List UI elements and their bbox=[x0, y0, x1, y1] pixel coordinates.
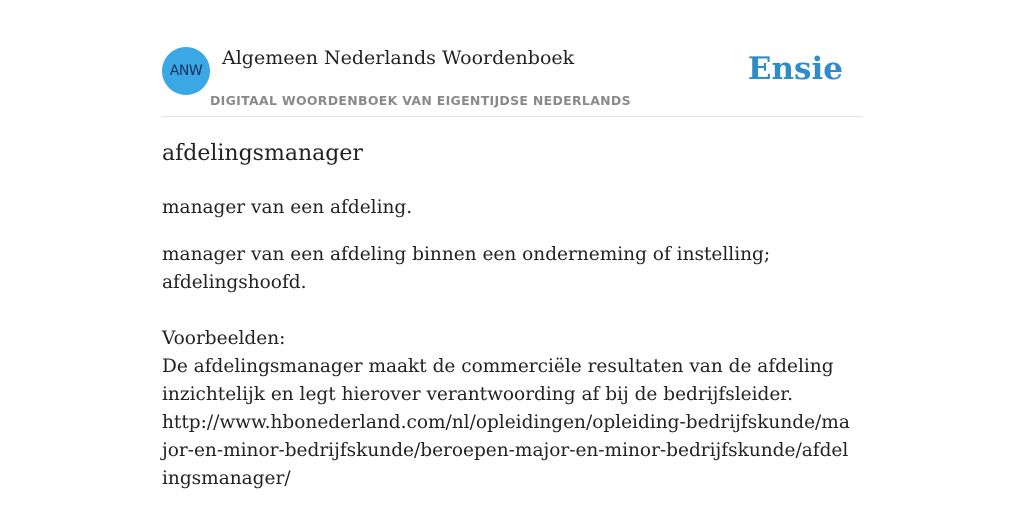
examples-section bbox=[162, 325, 872, 493]
logo-text: ANW bbox=[169, 63, 203, 79]
short-definition: manager van een afdeling. bbox=[162, 197, 413, 218]
site-title[interactable]: Algemeen Nederlands Woordenboek bbox=[222, 47, 575, 69]
examples-label: Voorbeelden: bbox=[162, 328, 286, 349]
site-subtitle: DIGITAAL WOORDENBOEK VAN EIGENTIJDSE NEDERLANDS bbox=[210, 93, 631, 108]
entry-headword: afdelingsmanager bbox=[162, 141, 363, 166]
long-definition: manager van een afdeling binnen een onderneming of instelling; afdelingshoofd. bbox=[162, 244, 771, 293]
ensie-brand-logo[interactable]: Ensie bbox=[747, 51, 843, 87]
example-text: De afdelingsmanager maakt de commerciële resultaten van de afdeling inzichtelijk en legt hierover verantwoording af bij de bedrijfsleider. bbox=[162, 356, 834, 405]
site-header bbox=[162, 46, 862, 117]
entry-content bbox=[162, 140, 872, 493]
example-source-url: http://www.hbonederland.com/nl/opleidingen/opleiding-bedrijfskunde/major-en-minor-bedrijfskunde/beroepen-major-en-minor-bedrijfskunde/afdelingsmanager/ bbox=[162, 412, 850, 489]
anw-logo[interactable] bbox=[162, 47, 210, 95]
